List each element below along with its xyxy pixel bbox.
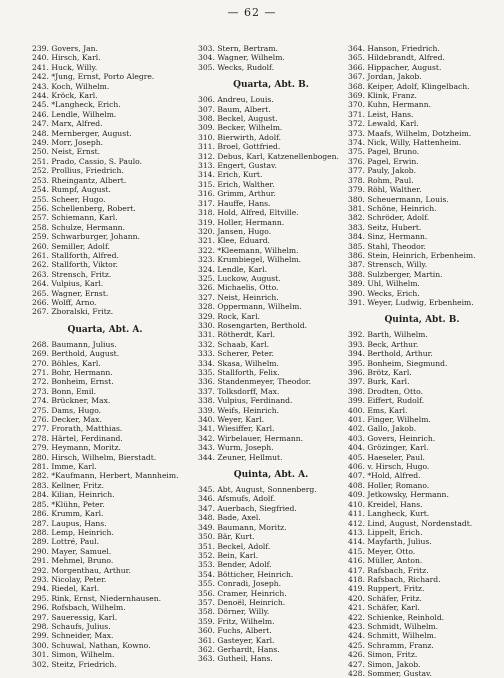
list-entry: 269. Berthold, August. bbox=[32, 349, 120, 359]
list-entry: 303. Stern, Bertram. bbox=[198, 44, 278, 53]
list-entry: 416. Müller, Anton. bbox=[348, 556, 423, 566]
list-entry: 285. *Klühn, Peter. bbox=[32, 499, 105, 509]
list-entry: 420. Schäfer, Fritz. bbox=[348, 593, 422, 603]
list-entry: 278. Härtel, Ferdinand. bbox=[32, 433, 123, 443]
list-entry: 331. Rötherdt, Karl. bbox=[198, 330, 276, 340]
list-entry: 374. Nick, Willy, Hattenheim. bbox=[348, 138, 462, 148]
list-entry: 280. Hirsch, Wilhelm, Bierstadt. bbox=[32, 452, 157, 462]
section-heading: Quarta, Abt. A. bbox=[67, 324, 143, 335]
list-entry: 252. Prollius, Friedrich. bbox=[32, 166, 124, 176]
list-entry: 381. Schöne, Heinrich. bbox=[348, 203, 437, 213]
list-entry: 398. Drodten, Otto. bbox=[348, 386, 423, 396]
list-entry: 385. Stahl, Theodor. bbox=[348, 241, 426, 251]
list-entry: 305. Wecks, Rudolf. bbox=[198, 62, 275, 72]
list-entry: 319. Holler, Hermann. bbox=[198, 217, 285, 227]
list-entry: 324. Lendle, Karl. bbox=[198, 264, 268, 274]
list-entry: 419. Ruppert, Fritz. bbox=[348, 584, 425, 594]
list-entry: 415. Meyer, Otto. bbox=[348, 546, 416, 556]
list-entry: 249. Morr, Joseph. bbox=[32, 138, 104, 148]
list-entry: 292. Morgenthau, Arthur. bbox=[32, 565, 131, 575]
column-3 bbox=[346, 44, 498, 678]
list-entry: 268. Baumann, Julius. bbox=[32, 339, 117, 349]
list-entry: 350. Bär, Kurt. bbox=[198, 532, 255, 542]
list-entry: 333. Scherer, Peter. bbox=[198, 349, 274, 359]
list-entry: 242. *Jung, Ernst, Porto Alegre. bbox=[32, 72, 155, 82]
list-entry: 323. Krumbiegel, Wilhelm. bbox=[198, 255, 302, 265]
list-entry: 328. Oppermann, Wilhelm. bbox=[198, 302, 302, 312]
list-entry: 296. Rofsbach, Wilhelm. bbox=[32, 603, 126, 613]
column-2 bbox=[196, 44, 346, 664]
section-heading: Quinta, Abt. B. bbox=[384, 315, 460, 326]
list-entry: 370. Kuhn, Hermann. bbox=[348, 100, 431, 110]
list-entry: 283. Kellner, Fritz. bbox=[32, 480, 104, 490]
list-entry: 321. Klee, Eduard. bbox=[198, 236, 270, 246]
list-entry: 378. Rohm, Paul. bbox=[348, 175, 414, 185]
list-entry: 290. Mayer, Samuel. bbox=[32, 546, 112, 556]
list-entry: 313. Engert, Gustav. bbox=[198, 161, 277, 171]
list-entry: 421. Schäfer, Karl. bbox=[348, 603, 420, 613]
list-entry: 405. Haeseler, Paul. bbox=[348, 452, 425, 462]
list-entry: 361. Gasteyer, Karl. bbox=[198, 635, 275, 645]
section-heading: Quarta, Abt. B. bbox=[233, 80, 309, 91]
list-entry: 384. Sinz, Hermann. bbox=[348, 232, 428, 242]
list-entry: 391. Weyer, Ludwig, Erbenheim. bbox=[348, 297, 474, 307]
list-entry: 346. Afsmufs, Adolf. bbox=[198, 494, 276, 504]
list-entry: 413. Lippelt, Erich. bbox=[348, 527, 423, 537]
list-entry: 342. Wirbelauer, Hermann. bbox=[198, 433, 304, 443]
list-entry: 271. Bohr, Hermann. bbox=[32, 368, 113, 377]
list-entry: 400. Ems, Karl. bbox=[348, 405, 408, 415]
list-entry: 362. Gerhardt, Hans. bbox=[198, 644, 280, 654]
list-entry: 357. Denoël, Heinrich. bbox=[198, 597, 286, 607]
list-entry: 275. Dams, Hugo. bbox=[32, 405, 102, 415]
list-entry: 373. Maafs, Wilhelm, Dotzheim. bbox=[348, 128, 472, 138]
list-entry: 274. Brückner, Max. bbox=[32, 396, 111, 406]
list-entry: 288. Lemp, Heinrich. bbox=[32, 527, 114, 537]
list-entry: 377. Pauly, Jakob. bbox=[348, 166, 417, 176]
list-entry: 243. Koch, Wilhelm. bbox=[32, 81, 110, 91]
list-entry: 294. Riedel, Karl. bbox=[32, 584, 100, 594]
list-entry: 246. Lendle, Wilhelm. bbox=[32, 109, 117, 119]
list-entry: 314. Erich, Kurt. bbox=[198, 170, 263, 180]
list-entry: 320. Jansen, Hugo. bbox=[198, 226, 272, 236]
list-entry: 371. Leist, Hans. bbox=[348, 109, 414, 119]
list-entry: 339. Weifs, Heinrich. bbox=[198, 405, 280, 415]
list-entry: 336. Standenmeyer, Theodor. bbox=[198, 377, 312, 387]
list-entry: 423. Schmidt, Wilhelm. bbox=[348, 621, 438, 631]
list-entry: 354. Bötticher, Heinrich. bbox=[198, 569, 294, 579]
list-entry: 414. Mayfarth, Julius. bbox=[348, 537, 432, 547]
list-entry: 241. Huck, Willy. bbox=[32, 62, 98, 72]
list-entry: 287. Laupus, Hans. bbox=[32, 518, 107, 528]
list-entry: 262. Stallforth, Viktor. bbox=[32, 260, 118, 270]
list-entry: 418. Rafsbach, Richard. bbox=[348, 574, 441, 584]
list-entry: 284. Kilian, Heinrich. bbox=[32, 490, 115, 500]
list-entry: 375. Pagel, Bruno. bbox=[348, 147, 420, 157]
list-entry: 302. Steitz, Friedrich. bbox=[32, 659, 117, 669]
list-entry: 345. Abt, August, Sonnenberg. bbox=[198, 485, 317, 495]
list-entry: 251. Prado, Cassio, S. Paulo. bbox=[32, 156, 143, 166]
list-entry: 256. Schellenberg, Robert. bbox=[32, 203, 136, 213]
list-entry: 343. Wurm, Joseph. bbox=[198, 443, 274, 453]
list-entry: 410. Kreidel, Hans. bbox=[348, 499, 423, 509]
list-entry: 412. Lind, August, Nordenstadt. bbox=[348, 518, 473, 528]
list-entry: 394. Berthold, Arthur. bbox=[348, 349, 433, 359]
list-entry: 263. Strensch, Fritz. bbox=[32, 269, 112, 279]
list-entry: 380. Scheuermann, Louis. bbox=[348, 194, 449, 204]
list-entry: 403. Govers, Heinrich. bbox=[348, 433, 436, 443]
list-entry: 248. Mernberger, August. bbox=[32, 128, 132, 138]
list-entry: 239. Govers, Jan. bbox=[32, 44, 98, 53]
list-entry: 396. Brötz, Karl. bbox=[348, 368, 412, 377]
list-entry: 376. Pagel, Erwin. bbox=[348, 156, 419, 166]
list-entry: 402. Gallo, Jakob. bbox=[348, 424, 417, 434]
list-entry: 393. Beck, Arthur. bbox=[348, 339, 419, 349]
list-entry: 334. Skasa, Wilhelm. bbox=[198, 358, 279, 368]
list-entry: 401. Finger, Wilhelm. bbox=[348, 415, 431, 425]
list-entry: 297. Saueressig, Karl. bbox=[32, 612, 118, 622]
list-entry: 341. Wiesiffer, Karl. bbox=[198, 424, 275, 434]
list-entry: 295. Rink, Ernst, Niedernhausen. bbox=[32, 593, 162, 603]
list-entry: 363. Gutheil, Hans. bbox=[198, 654, 273, 664]
list-entry: 347. Auerbach, Siegfried. bbox=[198, 503, 297, 513]
list-entry: 349. Baumann, Moritz. bbox=[198, 522, 287, 532]
list-entry: 389. Uhl, Wilhelm. bbox=[348, 279, 420, 289]
list-entry: 273. Bonn, Emil. bbox=[32, 386, 97, 396]
list-entry: 344. Zeuner, Hellmut. bbox=[198, 452, 283, 462]
list-entry: 282. *Kaufmann, Herbert, Mannheim. bbox=[32, 471, 179, 481]
list-entry: 300. Schuwal, Nathan, Kowno. bbox=[32, 640, 151, 650]
list-entry: 267. Zboralski, Fritz. bbox=[32, 307, 114, 317]
list-entry: 355. Conradi, Joseph. bbox=[198, 579, 282, 589]
list-entry: 245. *Langheck, Erich. bbox=[32, 100, 121, 110]
list-entry: 422. Schienke, Reinhold. bbox=[348, 612, 445, 622]
list-entry: 253. Rheingantz, Albert. bbox=[32, 175, 127, 185]
list-entry: 309. Becker, Wilhelm. bbox=[198, 123, 283, 133]
list-entry: 310. Bierwirth, Adolf. bbox=[198, 132, 282, 142]
list-entry: 388. Sulzberger, Martin. bbox=[348, 269, 443, 279]
list-entry: 332. Schaab, Karl. bbox=[198, 339, 270, 349]
list-entry: 244. Kröck, Karl. bbox=[32, 91, 98, 101]
list-entry: 326. Michaelis, Otto. bbox=[198, 283, 279, 293]
list-entry: 315. Erich, Walther. bbox=[198, 179, 275, 189]
list-entry: 330. Rosengarten, Berthold. bbox=[198, 320, 308, 330]
list-entry: 301. Simon, Wilhelm. bbox=[32, 650, 115, 660]
list-entry: 277. Frorath, Matthias. bbox=[32, 424, 123, 434]
list-entry: 340. Weyer, Karl. bbox=[198, 415, 265, 425]
list-entry: 261. Stallforth, Alfred. bbox=[32, 250, 119, 260]
list-entry: 409. Jetkowsky, Hermann. bbox=[348, 490, 449, 500]
list-entry: 399. Eiffert, Rudolf. bbox=[348, 396, 425, 406]
list-entry: 250. Neist, Ernst. bbox=[32, 147, 101, 157]
list-entry: 337. Tolksdorff, Max. bbox=[198, 386, 280, 396]
list-entry: 335. Stallforth, Felix. bbox=[198, 368, 280, 377]
list-entry: 308. Beckel, August. bbox=[198, 114, 278, 124]
list-entry: 424. Schmitt, Wilhelm. bbox=[348, 631, 437, 641]
list-entry: 407. *Hold, Alfred. bbox=[348, 471, 421, 481]
list-entry: 286. Krumm, Karl. bbox=[32, 509, 104, 519]
list-entry: 383. Seitz, Hubert. bbox=[348, 222, 422, 232]
section-heading: Quinta, Abt. A. bbox=[233, 470, 309, 481]
list-entry: 379. Röhl, Walther. bbox=[348, 185, 422, 195]
list-entry: 338. Vulpius, Ferdinand. bbox=[198, 396, 293, 406]
list-entry: 311. Broel, Gottfried. bbox=[198, 142, 281, 152]
list-entry: 266. Wolff, Arno. bbox=[32, 297, 97, 307]
list-entry: 411. Langheck, Kurt. bbox=[348, 509, 430, 519]
list-entry: 348. Bade, Axel. bbox=[198, 513, 261, 523]
list-entry: 390. Wecks, Erich. bbox=[348, 288, 420, 298]
list-entry: 259. Schwarburger, Johann. bbox=[32, 232, 140, 242]
list-entry: 265. Wagner, Ernst. bbox=[32, 288, 109, 298]
list-entry: 358. Dörner, Willy. bbox=[198, 607, 270, 617]
list-entry: 318. Hold, Alfred, Eltville. bbox=[198, 208, 299, 218]
list-entry: 386. Stein, Heinrich, Erbenheim. bbox=[348, 250, 476, 260]
list-entry: 260. Semiller, Adolf. bbox=[32, 241, 110, 251]
list-entry: 365. Hildebrandt, Alfred. bbox=[348, 53, 445, 63]
list-entry: 304. Wagner, Wilhelm. bbox=[198, 53, 285, 63]
list-entry: 352. Bein, Karl. bbox=[198, 550, 259, 560]
list-entry: 272. Bonheim, Ernst. bbox=[32, 377, 114, 387]
list-entry: 298. Schaufs, Julius. bbox=[32, 621, 111, 631]
list-entry: 299. Schneider, Max. bbox=[32, 631, 114, 641]
list-entry: 369. Klink, Franz. bbox=[348, 91, 417, 101]
list-entry: 276. Decker, Max. bbox=[32, 415, 102, 425]
list-entry: 428. Sommer, Gustav. bbox=[348, 669, 432, 678]
list-entry: 367. Jordan, Jakob. bbox=[348, 72, 422, 82]
list-entry: 322. *Kleemann, Wilhelm. bbox=[198, 245, 299, 255]
page-number: — 62 — bbox=[227, 6, 277, 19]
list-entry: 312. Debus, Karl, Katzenellenbogen. bbox=[198, 151, 339, 161]
list-entry: 353. Bender, Adolf. bbox=[198, 560, 272, 570]
list-entry: 392. Barth, Wilhelm. bbox=[348, 330, 428, 340]
list-entry: 387. Strensch, Willy. bbox=[348, 260, 428, 270]
list-entry: 417. Rafsbach, Fritz. bbox=[348, 565, 429, 575]
list-entry: 289. Lottré, Paul. bbox=[32, 537, 100, 547]
list-entry: 427. Simon, Jakob. bbox=[348, 659, 421, 669]
list-entry: 397. Burk, Karl. bbox=[348, 377, 410, 387]
list-entry: 366. Hippacher, August. bbox=[348, 62, 442, 72]
list-entry: 404. Grözinger, Karl. bbox=[348, 443, 429, 453]
list-entry: 360. Fuchs, Albert. bbox=[198, 626, 272, 636]
list-entry: 279. Heymann, Moritz. bbox=[32, 443, 121, 453]
list-entry: 359. Fritz, Wilhelm. bbox=[198, 616, 275, 626]
list-entry: 317. Hauffe, Hans. bbox=[198, 198, 271, 208]
list-entry: 293. Nicolay, Peter. bbox=[32, 574, 107, 584]
list-entry: 258. Schulze, Hermann. bbox=[32, 222, 125, 232]
list-entry: 306. Andreu, Louis. bbox=[198, 95, 274, 105]
column-1 bbox=[30, 44, 180, 669]
list-entry: 270. Böhles, Karl. bbox=[32, 358, 101, 368]
list-entry: 316. Grimm, Arthur. bbox=[198, 189, 276, 199]
list-entry: 325. Luckow, August. bbox=[198, 273, 281, 283]
list-entry: 255. Scheer, Hugo. bbox=[32, 194, 106, 204]
list-entry: 426. Simon, Fritz. bbox=[348, 650, 418, 660]
list-entry: 356. Cramer, Heinrich. bbox=[198, 588, 287, 598]
list-entry: 408. Holler, Romano. bbox=[348, 480, 430, 490]
list-entry: 254. Rumpf, August. bbox=[32, 185, 111, 195]
list-entry: 368. Keiper, Adolf, Klingelbach. bbox=[348, 81, 470, 91]
list-entry: 351. Beckel, Adolf. bbox=[198, 541, 271, 551]
list-entry: 247. Marx, Alfred. bbox=[32, 119, 103, 129]
list-entry: 291. Mehmel, Bruno. bbox=[32, 556, 114, 566]
list-entry: 364. Hanson, Friedrich. bbox=[348, 44, 440, 53]
list-entry: 382. Schröder, Adolf. bbox=[348, 213, 430, 223]
list-entry: 329. Rock, Karl. bbox=[198, 311, 260, 321]
list-entry: 257. Schiemann, Karl. bbox=[32, 213, 118, 223]
list-entry: 307. Baum, Albert. bbox=[198, 104, 271, 114]
list-entry: 327. Neist, Heinrich. bbox=[198, 292, 279, 302]
list-entry: 281. Imme, Karl. bbox=[32, 462, 97, 472]
list-entry: 406. v. Hirsch, Hugo. bbox=[348, 462, 430, 472]
list-entry: 240. Hirsch, Karl. bbox=[32, 53, 101, 63]
list-entry: 264. Vulpius, Karl. bbox=[32, 279, 104, 289]
list-entry: 372. Lewald, Karl. bbox=[348, 119, 419, 129]
list-entry: 395. Bonheim, Siegmund. bbox=[348, 358, 448, 368]
list-entry: 425. Schramm, Franz. bbox=[348, 640, 434, 650]
